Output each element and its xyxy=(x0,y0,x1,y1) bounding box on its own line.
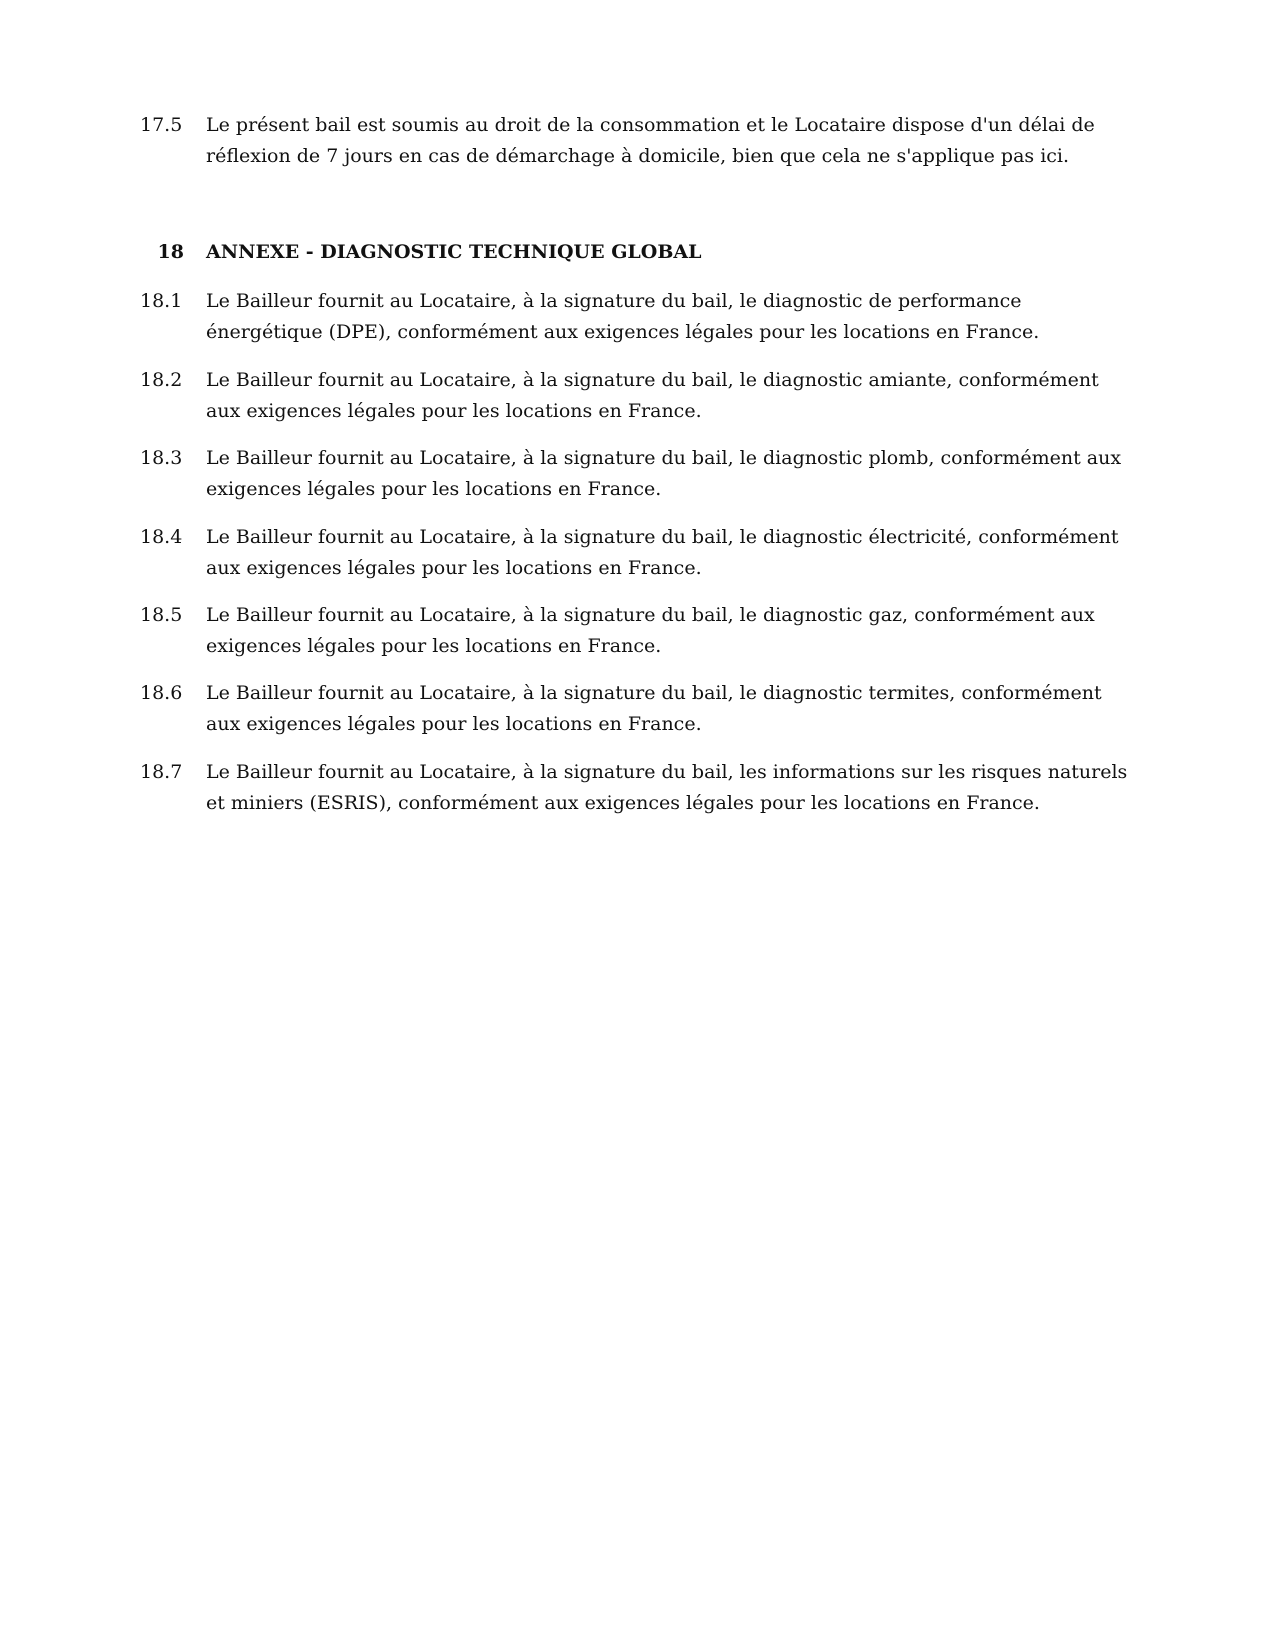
clause-number: 18.4 xyxy=(140,526,183,548)
clause-text: Le Bailleur fournit au Locataire, à la signature du bail, le diagnostic amiante, conformément aux exigences légales pour les locations en France. xyxy=(206,369,1099,422)
clause-number: 18.2 xyxy=(140,369,183,391)
clause-text: Le Bailleur fournit au Locataire, à la signature du bail, le diagnostic de performance énergétique (DPE), conformément aux exigences légales pour les locations en France. xyxy=(206,290,1040,343)
clause-text: Le Bailleur fournit au Locataire, à la signature du bail, le diagnostic gaz, conformément aux exigences légales pour les locations en France. xyxy=(206,604,1095,657)
clause-18-5 xyxy=(140,600,1130,662)
clause-number: 18.1 xyxy=(140,290,183,312)
clause-18-3 xyxy=(140,443,1130,505)
clause-number: 17.5 xyxy=(140,114,183,136)
clause-number: 18.6 xyxy=(140,682,183,704)
clause-text: Le Bailleur fournit au Locataire, à la signature du bail, le diagnostic électricité, conformément aux exigences légales pour les locations en France. xyxy=(206,526,1119,579)
clause-18-4 xyxy=(140,522,1130,584)
clause-number: 18.7 xyxy=(140,761,183,783)
clause-18-1 xyxy=(140,286,1130,348)
clause-text: Le présent bail est soumis au droit de la consommation et le Locataire dispose d'un délai de réflexion de 7 jours en cas de démarchage à domicile, bien que cela ne s'applique pas ici. xyxy=(206,114,1095,167)
clause-number: 18.5 xyxy=(140,604,183,626)
clause-text: Le Bailleur fournit au Locataire, à la signature du bail, le diagnostic termites, conformément aux exigences légales pour les locations en France. xyxy=(206,682,1102,735)
section-heading-18 xyxy=(140,237,1130,268)
clause-18-2 xyxy=(140,365,1130,427)
clause-18-6 xyxy=(140,678,1130,740)
clause-17-5 xyxy=(140,110,1130,172)
clause-18-7 xyxy=(140,757,1130,819)
clause-text: Le Bailleur fournit au Locataire, à la signature du bail, le diagnostic plomb, conformément aux exigences légales pour les locations en France. xyxy=(206,447,1122,500)
clause-number: 18.3 xyxy=(140,447,183,469)
section-number: 18 xyxy=(157,241,184,263)
clause-text: Le Bailleur fournit au Locataire, à la signature du bail, les informations sur les risques naturels et miniers (ESRIS), conformément aux exigences légales pour les locations en France. xyxy=(206,761,1128,814)
section-title: ANNEXE - DIAGNOSTIC TECHNIQUE GLOBAL xyxy=(206,241,702,263)
